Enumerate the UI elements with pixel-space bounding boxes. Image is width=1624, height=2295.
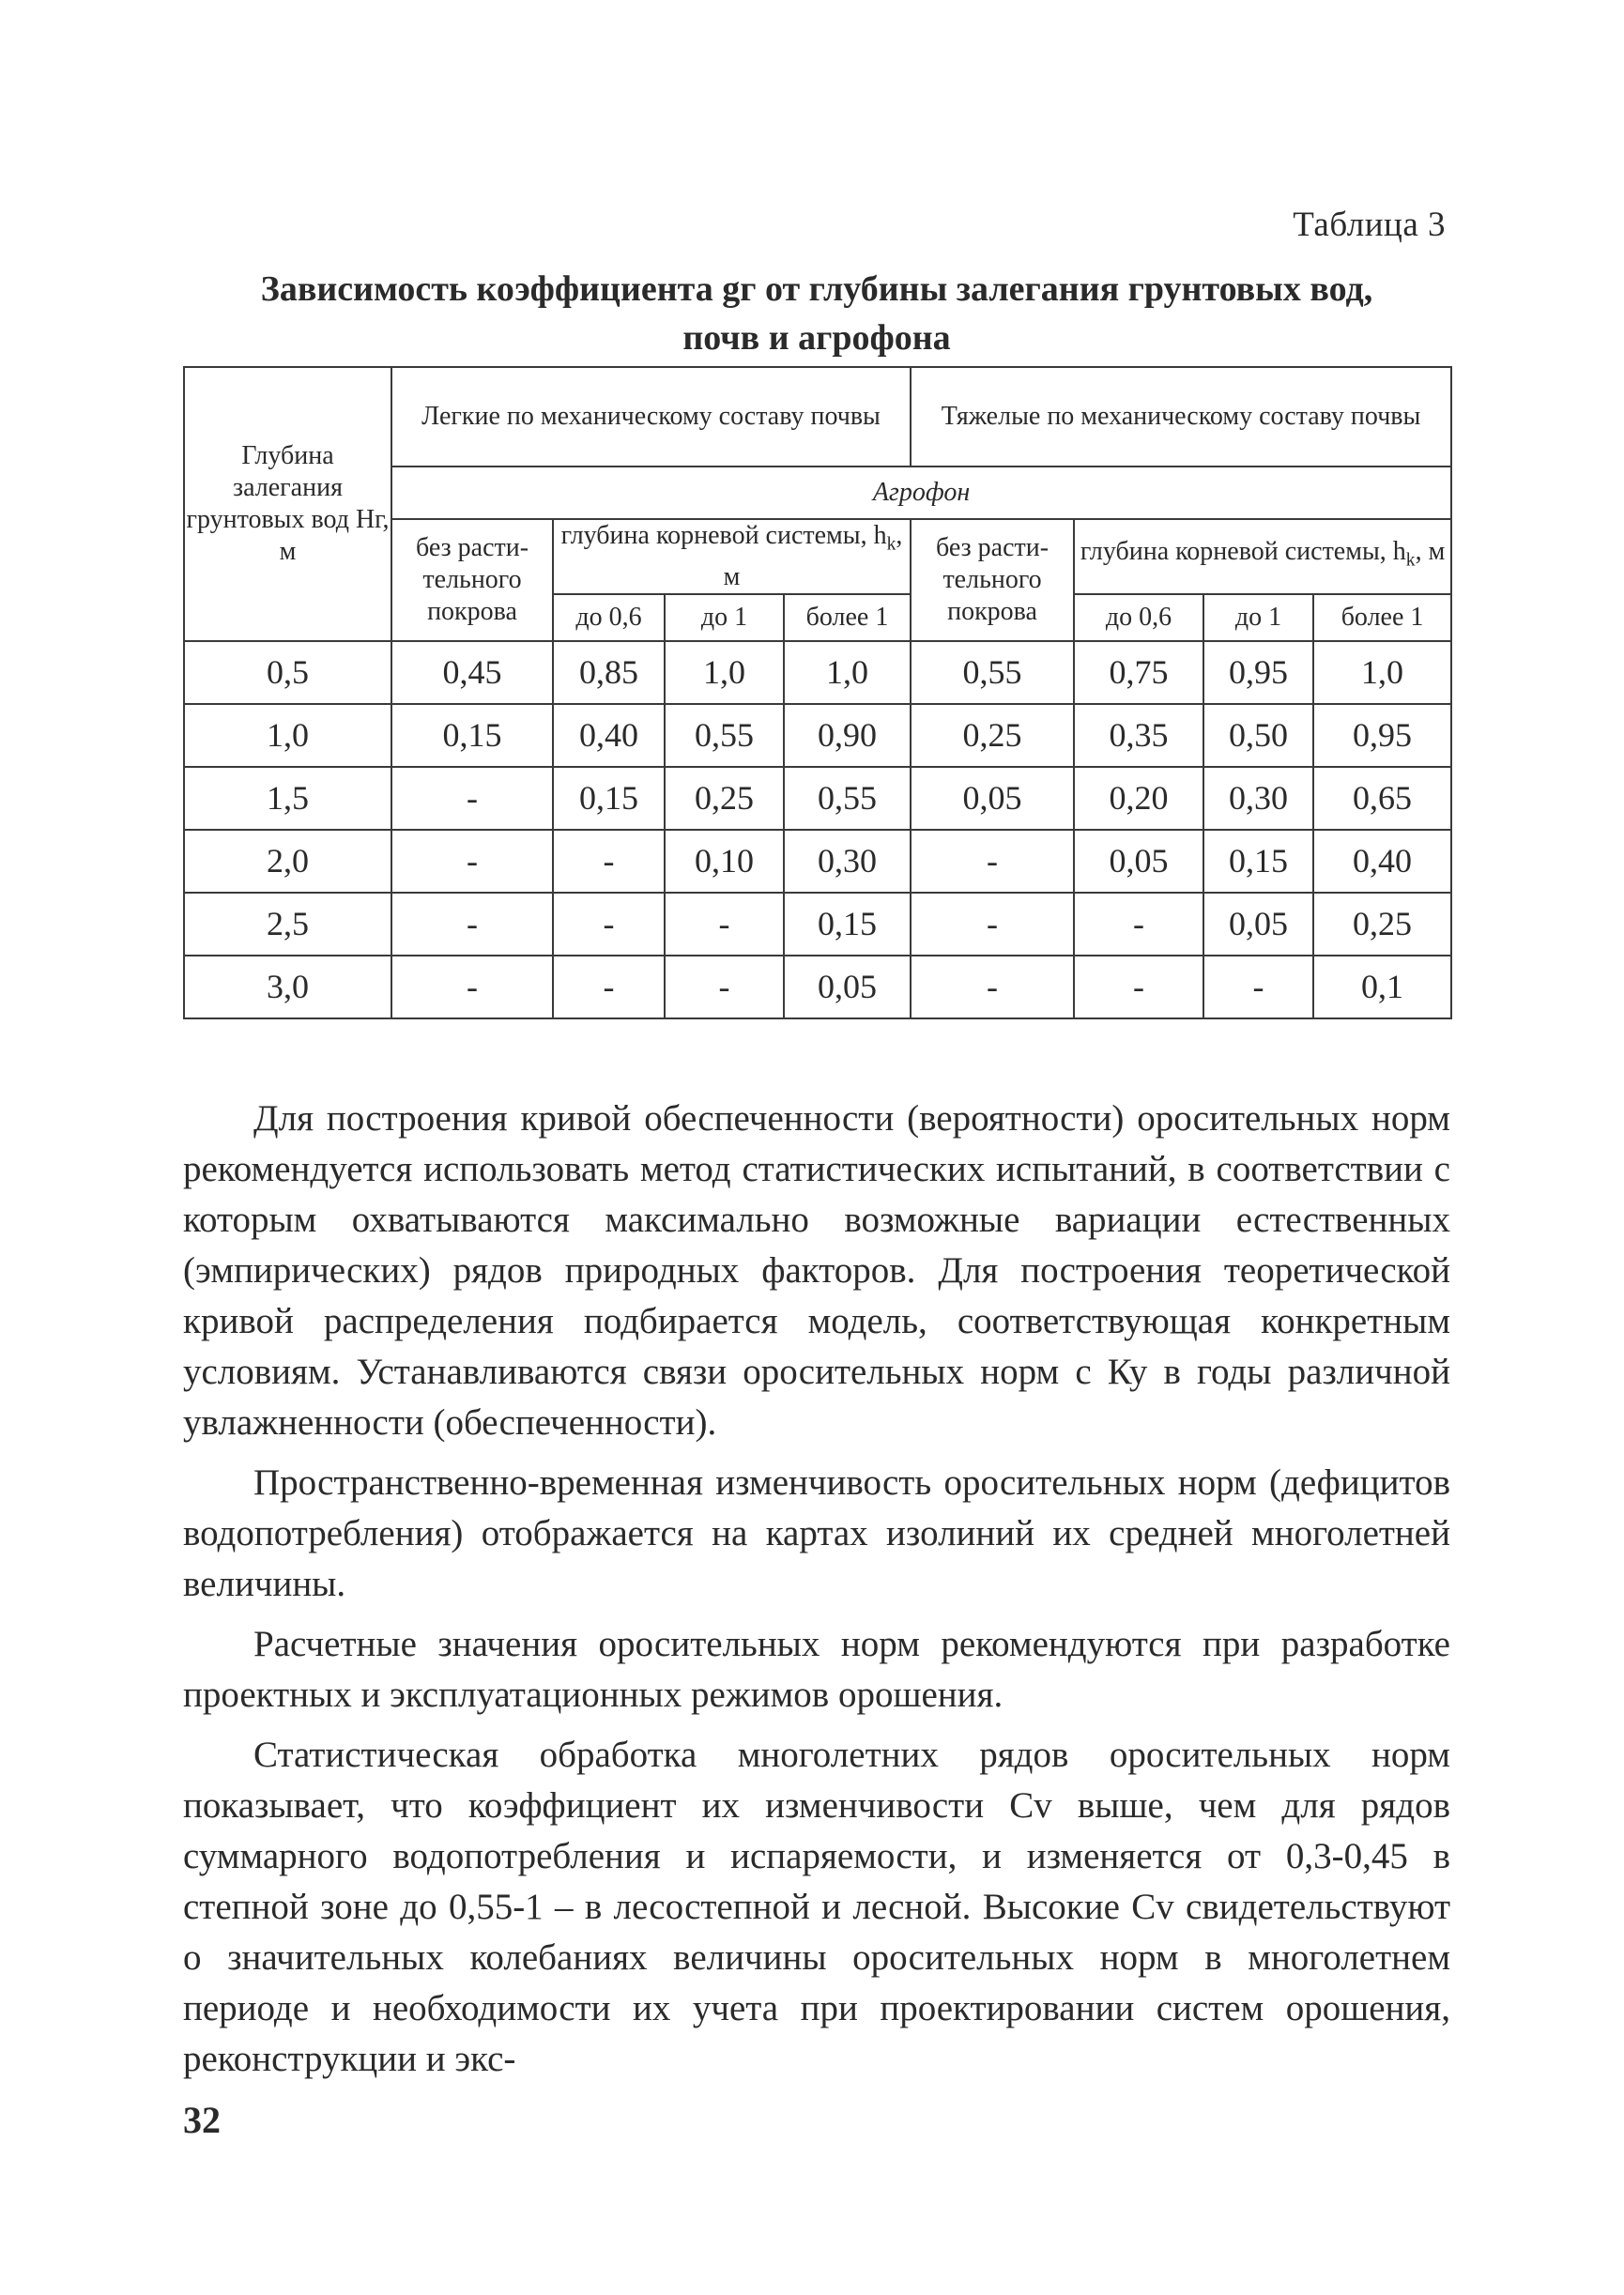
table-row (184, 767, 1451, 830)
table-cell: - (665, 893, 784, 956)
table-cell: 2,0 (184, 830, 391, 893)
table-cell: 0,05 (1074, 830, 1203, 893)
paragraph: Пространственно-временная изменчивость оросительных норм (дефицитов водопотребления) отображается на картах изолиний их средней многолетней величины. (183, 1462, 1450, 1604)
table-cell: 0,50 (1203, 704, 1313, 767)
table-cell: 0,40 (553, 704, 665, 767)
table-row (184, 956, 1451, 1018)
table-cell: 0,95 (1313, 704, 1451, 767)
light-sub-header-0-6: до 0,6 (553, 594, 665, 641)
table-cell: 0,85 (553, 641, 665, 704)
light-root-depth-header: глубина корневой системы, $h_k$, м (553, 519, 911, 594)
paragraph: Статистическая обработка многолетних рядов оросительных норм показывает, что коэффициент их изменчивости Cv выше, чем для рядов суммарного водопотребления и испаряемости, и изменяется от 0,3-0,45 в степной зоне до 0,55-1 – в лесостепной и лесной. Высокие Cv свидетельствуют о значительных колебаниях величины оросительных норм в многолетнем периоде и необходимости их учета при проектировании систем орошения, реконструкции и экс- (183, 1735, 1450, 2079)
paragraph: Расчетные значения оросительных норм рекомендуются при разработке проектных и эксплуатационных режимов орошения. (183, 1624, 1450, 1715)
table-cell: - (391, 767, 553, 830)
table-cell: 0,30 (784, 830, 911, 893)
table-cell: 1,0 (665, 641, 784, 704)
heavy-no-cover-header: без расти-тельного покрова (911, 519, 1074, 641)
table-cell: 1,5 (184, 767, 391, 830)
table-row (184, 704, 1451, 767)
heavy-sub-header-1: до 1 (1203, 594, 1313, 641)
table-cell: - (1203, 956, 1313, 1018)
table-cell: 0,15 (784, 893, 911, 956)
table-cell: 0,15 (1203, 830, 1313, 893)
page-number: 32 (183, 2099, 221, 2141)
coefficient-table (183, 366, 1452, 1019)
light-sub-header-1: до 1 (665, 594, 784, 641)
table-row (184, 641, 1451, 704)
table-cell: - (391, 956, 553, 1018)
table-cell: 0,40 (1313, 830, 1451, 893)
table-cell: 0,5 (184, 641, 391, 704)
table-cell: - (911, 956, 1074, 1018)
table-cell: 0,1 (1313, 956, 1451, 1018)
table-cell: 1,0 (1313, 641, 1451, 704)
depth-column-header: Глубина залегания грунтовых вод Нг, м (184, 367, 391, 641)
table-title (183, 265, 1450, 362)
table-cell: 0,30 (1203, 767, 1313, 830)
table-cell: 1,0 (784, 641, 911, 704)
table-cell: 0,25 (911, 704, 1074, 767)
table-cell: 0,05 (911, 767, 1074, 830)
body-text (183, 1094, 1450, 2094)
table-cell: 0,25 (665, 767, 784, 830)
table-cell: - (911, 830, 1074, 893)
table-cell: 0,65 (1313, 767, 1451, 830)
table-row (184, 830, 1451, 893)
table-cell: 0,10 (665, 830, 784, 893)
table-row (184, 893, 1451, 956)
table-cell: 1,0 (184, 704, 391, 767)
table-cell: - (553, 830, 665, 893)
table-cell: 0,35 (1074, 704, 1203, 767)
table-cell: 0,15 (391, 704, 553, 767)
table-cell: - (665, 956, 784, 1018)
table-title-line-1: Зависимость коэффициента gг от глубины залегания грунтовых вод, (260, 269, 1373, 309)
table-cell: 0,95 (1203, 641, 1313, 704)
table-cell: 0,90 (784, 704, 911, 767)
table-cell: 0,05 (784, 956, 911, 1018)
table-cell: 0,45 (391, 641, 553, 704)
heavy-sub-header-0-6: до 0,6 (1074, 594, 1203, 641)
table-cell: 0,05 (1203, 893, 1313, 956)
light-no-cover-header: без расти-тельного покрова (391, 519, 553, 641)
table-cell: - (911, 893, 1074, 956)
table-cell: 2,5 (184, 893, 391, 956)
table-cell: 0,75 (1074, 641, 1203, 704)
agrofon-header: Агрофон (391, 467, 1451, 519)
heavy-root-depth-header: глубина корневой системы, $h_k$, м (1074, 519, 1451, 594)
table-cell: - (553, 893, 665, 956)
table-cell: 0,15 (553, 767, 665, 830)
table-cell: 0,55 (784, 767, 911, 830)
table-cell: - (391, 893, 553, 956)
table-cell: - (391, 830, 553, 893)
heavy-sub-header-more-1: более 1 (1313, 594, 1451, 641)
paragraph: Для построения кривой обеспеченности (вероятности) оросительных норм рекомендуется использовать метод статистических испытаний, в соответствии с которым охватываются максимально возможные вариации естественных (эмпирических) рядов природных факторов. Для построения теоретической кривой распределения подбирается модель, соответствующая конкретным условиям. Устанавливаются связи оросительных норм с Ку в годы различной увлажненности (обеспеченности). (183, 1098, 1450, 1443)
table-cell: 0,25 (1313, 893, 1451, 956)
table-cell: - (1074, 956, 1203, 1018)
table-cell: 0,20 (1074, 767, 1203, 830)
table-cell: 0,55 (665, 704, 784, 767)
table-cell: - (553, 956, 665, 1018)
table-title-line-2: почв и агрофона (682, 318, 951, 358)
table-label: Таблица 3 (1293, 206, 1446, 244)
table-cell: 3,0 (184, 956, 391, 1018)
light-soil-header: Легкие по механическому составу почвы (391, 367, 911, 467)
light-sub-header-more-1: более 1 (784, 594, 911, 641)
table-cell: - (1074, 893, 1203, 956)
heavy-soil-header: Тяжелые по механическому составу почвы (911, 367, 1451, 467)
table-cell: 0,55 (911, 641, 1074, 704)
